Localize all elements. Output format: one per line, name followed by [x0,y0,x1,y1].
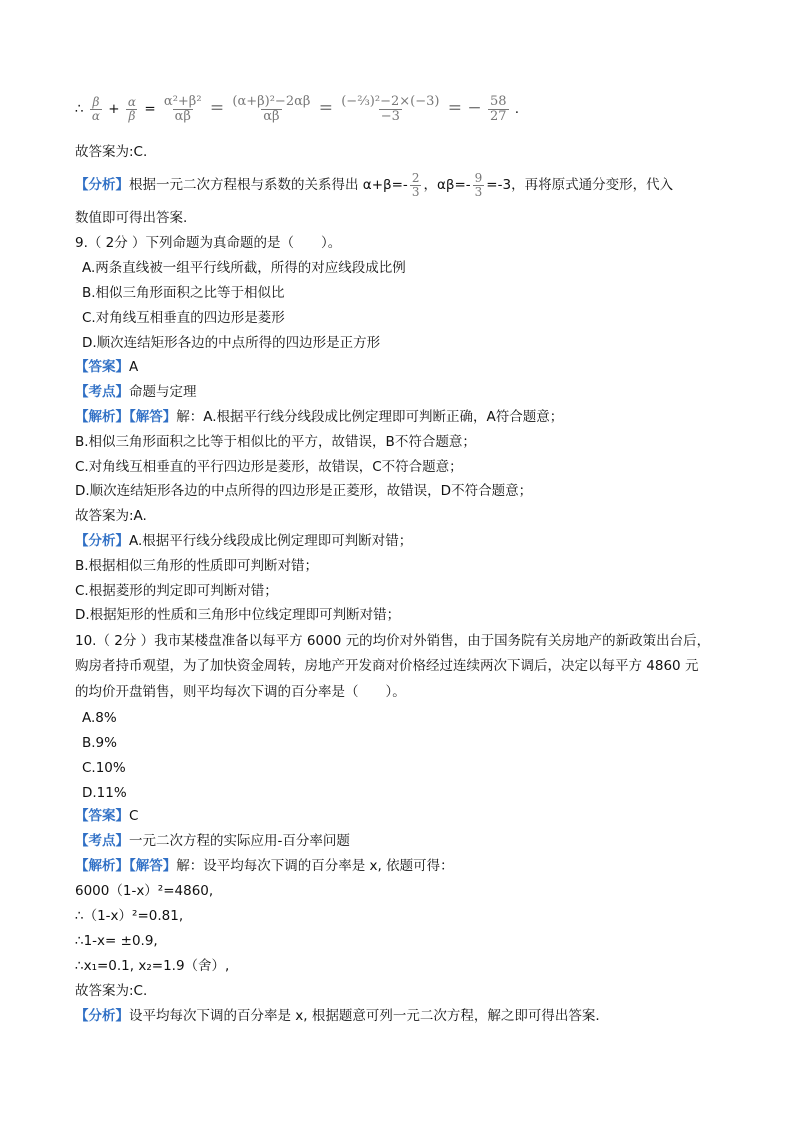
q10-work-line2: ∴（1-x）²=0.81, [75,908,184,924]
q9-fenxi-line3: C.根据菱形的判定即可判断对错； [75,583,278,599]
q9-option-b: B.相似三角形面积之比等于相似比 [82,285,285,301]
q9-option-a: A.两条直线被一组平行线所截，所得的对应线段成比例 [82,260,406,276]
analysis-tag: 【分析】 [75,177,129,193]
q9-option-c: C.对角线互相垂直的四边形是菱形 [82,310,285,326]
fraction-result: $\frac{58}{27}$ [489,93,507,124]
q9-fenxi-line1: 【分析】A.根据平行线分线段成比例定理即可判断对错； [75,533,413,549]
q10-work-line1: 6000（1-x）²=4860, [75,883,214,899]
q9-stem: 9.（ 2分 ）下列命题为真命题的是（ ）。 [75,235,342,251]
q9-jiexi-line2: B.相似三角形面积之比等于相似比的平方，故错误，B不符合题意； [75,434,476,450]
fraction-beta-over-alpha: $\frac{\beta}{\alpha}$ [91,94,100,123]
q10-answer: 【答案】C [75,808,139,824]
top-formula: ∴ $\frac{\beta}{\alpha}$ + $\frac{\alpha}{\beta}$ = $\frac{\text{α²+β²}}{\alpha\beta}$ = $\frac{\text{(α+β)²−2αβ}}{\alpha\beta}$ = $\frac{\text{(−⅔)²−2×(−3)}}{-3}$ = − $\frac{58}{27}$ . [75,93,520,124]
fraction-two-thirds: $\frac{2}{3}$ [411,170,420,199]
q10-jiexi-line1: 【解析】【解答】解：设平均每次下调的百分率是 x, 依题可得： [75,858,454,874]
q10-stem-line2: 购房者持币观望，为了加快资金周转，房地产开发商对价格经过连续两次下调后，决定以每平方 4860 元 [75,658,699,674]
q10-option-d: D.11% [82,785,127,801]
fraction-substituted: $\frac{\text{(−⅔)²−2×(−3)}}{-3}$ [341,93,440,124]
fraction-alpha-over-beta: $\frac{\alpha}{\beta}$ [127,94,137,123]
q9-fenxi-line4: D.根据矩形的性质和三角形中位线定理即可判断对错； [75,607,401,623]
q9-jiexi-line4: D.顺次连结矩形各边的中点所得的四边形是正菱形，故错误，D不符合题意； [75,483,533,499]
q10-work-line4: ∴x₁=0.1, x₂=1.9（舍）, [75,958,230,974]
q9-answer: 【答案】A [75,359,139,375]
q10-option-a: A.8% [82,710,117,726]
q10-work-line3: ∴1-x= ±0.9, [75,933,158,949]
q10-conclusion: 故答案为:C. [75,983,148,999]
fraction-sum-squares: $\frac{\text{α²+β²}}{\alpha\beta}$ [163,93,202,124]
fraction-expanded: $\frac{\text{(α+β)²−2αβ}}{\alpha\beta}$ [232,93,311,124]
q10-kaodian: 【考点】一元二次方程的实际应用-百分率问题 [75,833,350,849]
q9-option-d: D.顺次连结矩形各边的中点所得的四边形是正方形 [82,335,381,351]
q10-option-b: B.9% [82,735,117,751]
q9-jiexi-line1: 【解析】【解答】解：A.根据平行线分线段成比例定理即可判断正确，A符合题意； [75,409,564,425]
q9-jiexi-line3: C.对角线互相垂直的平行四边形是菱形，故错误，C不符合题意； [75,459,463,475]
q10-option-c: C.10% [82,760,126,776]
q9-kaodian: 【考点】命题与定理 [75,384,197,400]
analysis-8-line1: 【分析】根据一元二次方程根与系数的关系得出 α+β=- $\frac{2}{3}$ ，αβ=- $\frac{9}{3}$ =-3，再将原式通分变形，代入 [75,170,674,199]
analysis-8-line2: 数值即可得出答案. [75,210,188,226]
q10-fenxi: 【分析】设平均每次下调的百分率是 x, 根据题意可列一元二次方程，解之即可得出答案. [75,1008,600,1024]
answer-8: 故答案为:C. [75,144,148,160]
q10-stem-line3: 的均价开盘销售，则平均每次下调的百分率是（ ）。 [75,684,406,700]
therefore-symbol: ∴ [75,101,84,117]
fraction-nine-thirds: $\frac{9}{3}$ [474,170,483,199]
q9-conclusion: 故答案为:A. [75,508,147,524]
q10-stem-line1: 10.（ 2分 ）我市某楼盘准备以每平方 6000 元的均价对外销售，由于国务院有关房地产的新政策出台后， [75,633,711,649]
q9-fenxi-line2: B.根据相似三角形的性质即可判断对错； [75,558,319,574]
